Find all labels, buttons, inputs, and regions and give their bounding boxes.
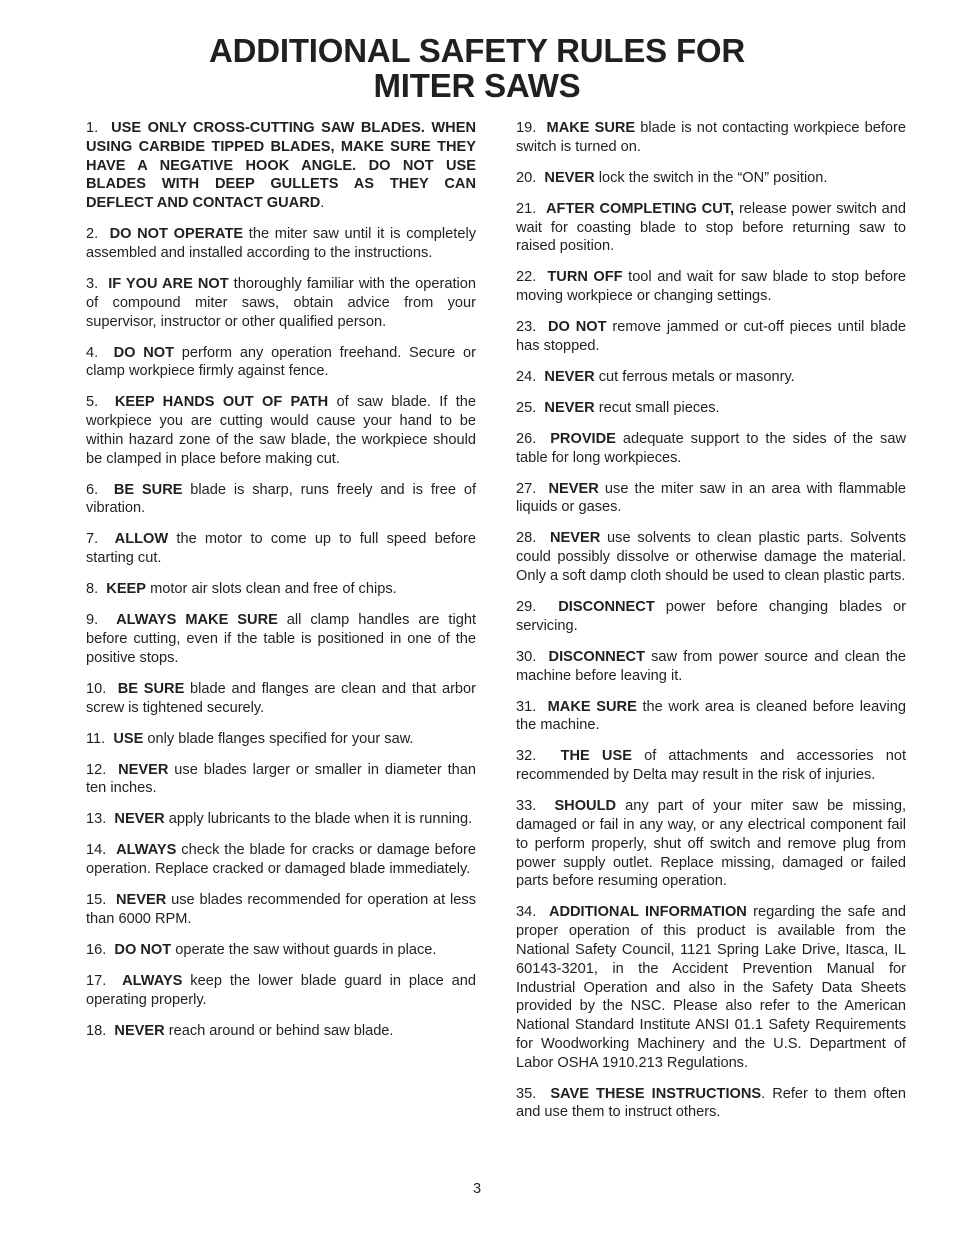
rule-text: tool and wait for saw blade to stop before moving workpiece or changing settings. (516, 269, 906, 305)
rule-number: 18. (86, 1022, 107, 1039)
rule-emphasis: BE SURE (113, 481, 183, 498)
rule-text: blade is not contacting workpiece before switch is turned on. (516, 120, 906, 155)
safety-rule (516, 648, 906, 686)
safety-rule (516, 399, 906, 418)
safety-rule (516, 169, 906, 188)
rule-emphasis: NEVER (549, 530, 601, 547)
rule-number: 4. (86, 344, 99, 361)
safety-rule (516, 200, 906, 256)
rule-number: 7. (86, 531, 99, 548)
rule-text: any part of your miter saw be missing, damaged or fail in any way, or any electrical component fail to perform properly, shut off switch and remove plug from power supply outlet. Replace missing, damaged or failed parts before resuming operation. (516, 798, 906, 890)
rule-number: 21. (516, 200, 537, 217)
rule-emphasis: NEVER (544, 399, 595, 416)
rule-text: use solvents to clean plastic parts. Solvents could possibly dissolve or otherwise damage the material. Only a soft damp cloth should be used to clean plastic parts. (516, 530, 906, 585)
rule-number: 5. (86, 394, 99, 411)
rule-emphasis: NEVER (548, 480, 599, 497)
rule-text: release power switch and wait for coasting blade to stop before returning saw to raised position. (516, 200, 907, 255)
safety-rule (86, 393, 476, 468)
safety-rule (516, 368, 906, 387)
rule-text: thoroughly familiar with the operation of compound miter saws, obtain advice from your supervisor, instructor or other qualified person. (86, 275, 476, 330)
rule-text: apply lubricants to the blade when it is running. (164, 811, 473, 828)
rule-emphasis: DO NOT (113, 344, 175, 361)
rule-number: 14. (86, 842, 107, 859)
rule-number: 27. (516, 480, 537, 497)
rule-emphasis: THE USE (560, 748, 632, 765)
rule-number: 3. (86, 275, 99, 292)
safety-rule (86, 680, 476, 718)
rule-emphasis: MAKE SURE (547, 698, 637, 715)
safety-rule (86, 761, 476, 799)
safety-rule (86, 941, 476, 960)
rule-text: check the blade for cracks or damage before operation. Replace cracked or damaged blade immediately. (86, 842, 476, 878)
rule-text: regarding the safe and proper operation of this product is available from the National Safety Council, 1121 Spring Lake Drive, Itasca, IL 60143-3201, in the Accident Prevention Manual for Industrial Operation and also in the Safety Data Sheets provided by the NSC. Please also refer to the American National Standard Institute ANSI 01.1 Safety Requirements for Woodworking Machinery and the U.S. Department of Labor OSHA 1910.213 Regulations. (516, 904, 907, 1071)
safety-rule (86, 891, 476, 929)
rule-text: reach around or behind saw blade. (164, 1022, 394, 1039)
rules-column-left (86, 119, 476, 1053)
rule-number: 1. (86, 120, 99, 136)
safety-rule (86, 972, 476, 1010)
rule-number: 9. (86, 612, 99, 629)
rule-emphasis: ALWAYS (116, 842, 177, 859)
rule-text: keep the lower blade guard in place and operating properly. (86, 972, 477, 1008)
rule-number: 31. (516, 698, 537, 715)
rule-number: 17. (86, 972, 107, 989)
rule-emphasis: IF YOU ARE NOT (108, 275, 229, 292)
rule-emphasis: SAVE THESE INSTRUCTIONS (550, 1085, 762, 1102)
rule-text: use the miter saw in an area with flammable liquids or gases. (516, 480, 907, 516)
rule-text: recut small pieces. (594, 399, 720, 416)
safety-rule (86, 225, 476, 263)
rule-number: 20. (516, 169, 537, 186)
safety-rule (516, 797, 906, 891)
safety-rule (86, 841, 476, 879)
rule-emphasis: ALWAYS MAKE SURE (116, 612, 278, 629)
rule-emphasis: DO NOT (114, 941, 172, 958)
rule-text: only blade flanges specified for your saw. (143, 730, 414, 747)
safety-rule (516, 119, 906, 157)
rule-emphasis: NEVER (114, 1022, 165, 1039)
rule-number: 28. (516, 530, 537, 547)
rule-text: blade is sharp, runs freely and is free of vibration. (86, 481, 477, 517)
rule-emphasis: USE ONLY CROSS-CUTTING SAW BLADES. WHEN USING CARBIDE TIPPED BLADES, MAKE SURE THEY HAVE A NEGATIVE HOOK ANGLE. DO NOT USE BLADES WITH DEEP GULLETS AS THEY CAN DEFLECT AND CONTACT GUARD (86, 120, 476, 212)
rule-text: blade and flanges are clean and that arbor screw is tightened securely. (86, 680, 477, 716)
rule-emphasis: NEVER (115, 892, 167, 909)
rule-emphasis: ALWAYS (122, 972, 183, 989)
rule-text: motor air slots clean and free of chips. (146, 581, 397, 598)
rule-text: . Refer to them often and use them to instruct others. (516, 1085, 906, 1121)
safety-rule (516, 480, 906, 518)
rule-text: power before changing blades or servicing. (516, 599, 907, 634)
safety-rule (516, 598, 906, 636)
rule-number: 8. (86, 581, 99, 598)
rule-number: 13. (86, 811, 107, 828)
safety-rule (86, 344, 476, 382)
rule-text: the miter saw until it is completely assembled and installed according to the instructions. (86, 226, 476, 261)
rule-number: 19. (516, 120, 537, 136)
safety-rule (86, 810, 476, 829)
safety-rule (86, 611, 476, 667)
rule-number: 32. (516, 748, 537, 765)
rule-text: saw from power source and clean the machine before leaving it. (516, 648, 907, 684)
safety-rule (86, 530, 476, 568)
page-number: 3 (472, 1181, 482, 1197)
safety-rule (516, 1085, 906, 1123)
rule-number: 25. (516, 399, 537, 416)
rule-text: cut ferrous metals or masonry. (594, 368, 795, 385)
rule-emphasis: MAKE SURE (546, 120, 636, 136)
rules-column-right (516, 119, 906, 1134)
rule-emphasis: DISCONNECT (558, 599, 655, 616)
rule-emphasis: USE (113, 730, 144, 747)
rule-text: of saw blade. If the workpiece you are cutting would cause your hand to be within hazard zone of the saw blade, the workpiece should be clamped in place before making cut. (86, 394, 477, 467)
rule-text: lock the switch in the “ON” position. (594, 169, 828, 186)
rule-emphasis: NEVER (544, 368, 595, 385)
safety-rule (516, 268, 906, 306)
rule-emphasis: DO NOT OPERATE (109, 226, 244, 243)
rule-number: 34. (516, 904, 537, 921)
rule-number: 33. (516, 798, 537, 815)
safety-rule (86, 730, 476, 749)
page-title-line-2: MITER SAWS (373, 67, 581, 104)
rule-emphasis: NEVER (544, 169, 595, 186)
rule-emphasis: BE SURE (117, 680, 185, 697)
rule-number: 16. (86, 941, 107, 958)
rule-number: 24. (516, 368, 537, 385)
rule-text: use blades larger or smaller in diameter than ten inches. (86, 761, 476, 797)
rule-number: 22. (516, 269, 537, 286)
safety-rule (516, 318, 906, 356)
rule-number: 35. (516, 1085, 537, 1102)
safety-rule (516, 747, 906, 785)
safety-rule (516, 903, 906, 1072)
safety-rule (86, 1022, 476, 1041)
rule-emphasis: SHOULD (554, 798, 617, 815)
rule-number: 26. (516, 430, 537, 447)
rule-number: 30. (516, 648, 537, 665)
rule-number: 15. (86, 892, 107, 909)
safety-rule (86, 580, 476, 599)
safety-rule (86, 119, 476, 213)
rule-emphasis: KEEP (106, 581, 147, 598)
rule-text: all clamp handles are tight before cutting, even if the table is positioned in one of the positive stops. (86, 612, 476, 666)
rule-text: operate the saw without guards in place. (171, 941, 437, 958)
rule-emphasis: NEVER (118, 761, 169, 778)
rule-number: 10. (86, 680, 107, 697)
rule-number: 11. (86, 730, 106, 747)
rule-number: 29. (516, 599, 537, 616)
page-title (0, 33, 954, 103)
rule-text: adequate support to the sides of the saw table for long workpieces. (516, 430, 906, 466)
rule-emphasis: TURN OFF (547, 269, 623, 286)
rule-emphasis: DISCONNECT (548, 648, 646, 665)
rule-text: of attachments and accessories not recommended by Delta may result in the risk of injuries. (516, 748, 907, 784)
safety-rule (516, 430, 906, 468)
rule-emphasis: PROVIDE (550, 430, 616, 447)
rule-emphasis: ADDITIONAL INFORMATION (548, 904, 747, 921)
safety-rule (516, 698, 906, 736)
rule-text: . (320, 195, 325, 212)
page-title-line-1: ADDITIONAL SAFETY RULES FOR (208, 32, 746, 69)
rule-number: 23. (516, 319, 537, 336)
rule-number: 12. (86, 761, 107, 778)
safety-rule (516, 529, 906, 585)
safety-rule (86, 275, 476, 331)
rule-emphasis: KEEP HANDS OUT OF PATH (114, 394, 329, 411)
rule-text: use blades recommended for operation at less than 6000 RPM. (86, 892, 476, 927)
rule-number: 2. (86, 226, 99, 243)
rule-text: perform any operation freehand. Secure or clamp workpiece firmly against fence. (86, 344, 476, 380)
rule-emphasis: DO NOT (548, 319, 607, 336)
rule-text: the work area is cleaned before leaving the machine. (516, 698, 907, 734)
rule-emphasis: AFTER COMPLETING CUT, (546, 200, 735, 217)
rule-number: 6. (86, 481, 99, 498)
rule-text: the motor to come up to full speed before starting cut. (86, 531, 476, 567)
rule-emphasis: NEVER (114, 811, 165, 828)
safety-rule (86, 481, 476, 519)
rule-emphasis: ALLOW (114, 531, 169, 548)
rule-text: remove jammed or cut-off pieces until blade has stopped. (516, 319, 906, 354)
